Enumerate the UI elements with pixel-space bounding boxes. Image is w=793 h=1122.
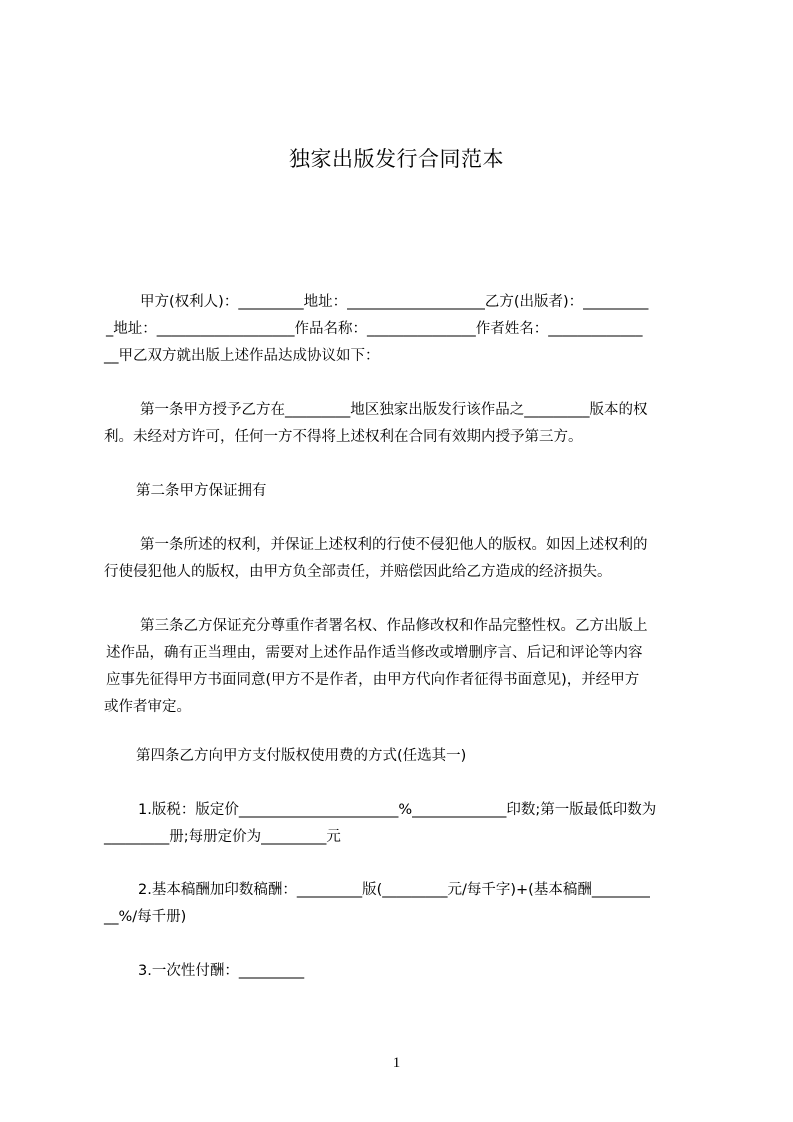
article-4-option-2-line-2: __%/每千册) xyxy=(104,909,187,925)
article-2-line-1: 第一条所述的权利，并保证上述权利的行使不侵犯他人的版权。如因上述权利的 xyxy=(140,537,648,553)
article-4-heading: 第四条乙方向甲方支付版权使用费的方式(任选其一) xyxy=(136,748,467,764)
article-1-line-1: 第一条甲方授予乙方在_________地区独家出版发行该作品之_________版本的权 xyxy=(140,402,648,418)
article-1-line-2: 利。未经对方许可，任何一方不得将上述权利在合同有效期内授予第三方。 xyxy=(104,429,583,445)
article-3-line-1: 第三条乙方保证充分尊重作者署名权、作品修改权和作品完整性权。乙方出版上 xyxy=(140,618,648,634)
page-number: 1 xyxy=(392,1055,401,1071)
article-4-option-1-line-2: _________册;每册定价为_________元 xyxy=(104,829,341,845)
article-4-option-2-line-1: 2.基本稿酬加印数稿酬：_________版(_________元/每千字)+(基本稿酬________ xyxy=(138,882,650,898)
parties-line-2: _地址：___________________作品名称：_______________作者姓名：_____________ xyxy=(106,321,643,337)
article-2-heading: 第二条甲方保证拥有 xyxy=(136,483,267,499)
article-3-line-3: 应事先征得甲方书面同意(甲方不是作者，由甲方代向作者征得书面意见)，并经甲方 xyxy=(106,672,640,688)
document-title: 独家出版发行合同范本 xyxy=(289,147,504,171)
article-2-line-2: 行使侵犯他人的版权，由甲方负全部责任，并赔偿因此给乙方造成的经济损失。 xyxy=(104,564,612,580)
parties-line-1: 甲方(权利人)：_________地址：___________________乙方(出版者)：_________ xyxy=(140,294,649,310)
article-4-option-1-line-1: 1.版税：版定价______________________%_____________印数;第一版最低印数为 xyxy=(138,802,657,818)
parties-line-3: __甲乙双方就出版上述作品达成协议如下： xyxy=(104,348,380,364)
article-3-line-2: 述作品，确有正当理由，需要对上述作品作适当修改或增删序言、后记和评论等内容 xyxy=(106,645,643,661)
article-3-line-4: 或作者审定。 xyxy=(104,699,191,715)
article-4-option-3: 3.一次性付酬：_________ xyxy=(138,963,305,979)
